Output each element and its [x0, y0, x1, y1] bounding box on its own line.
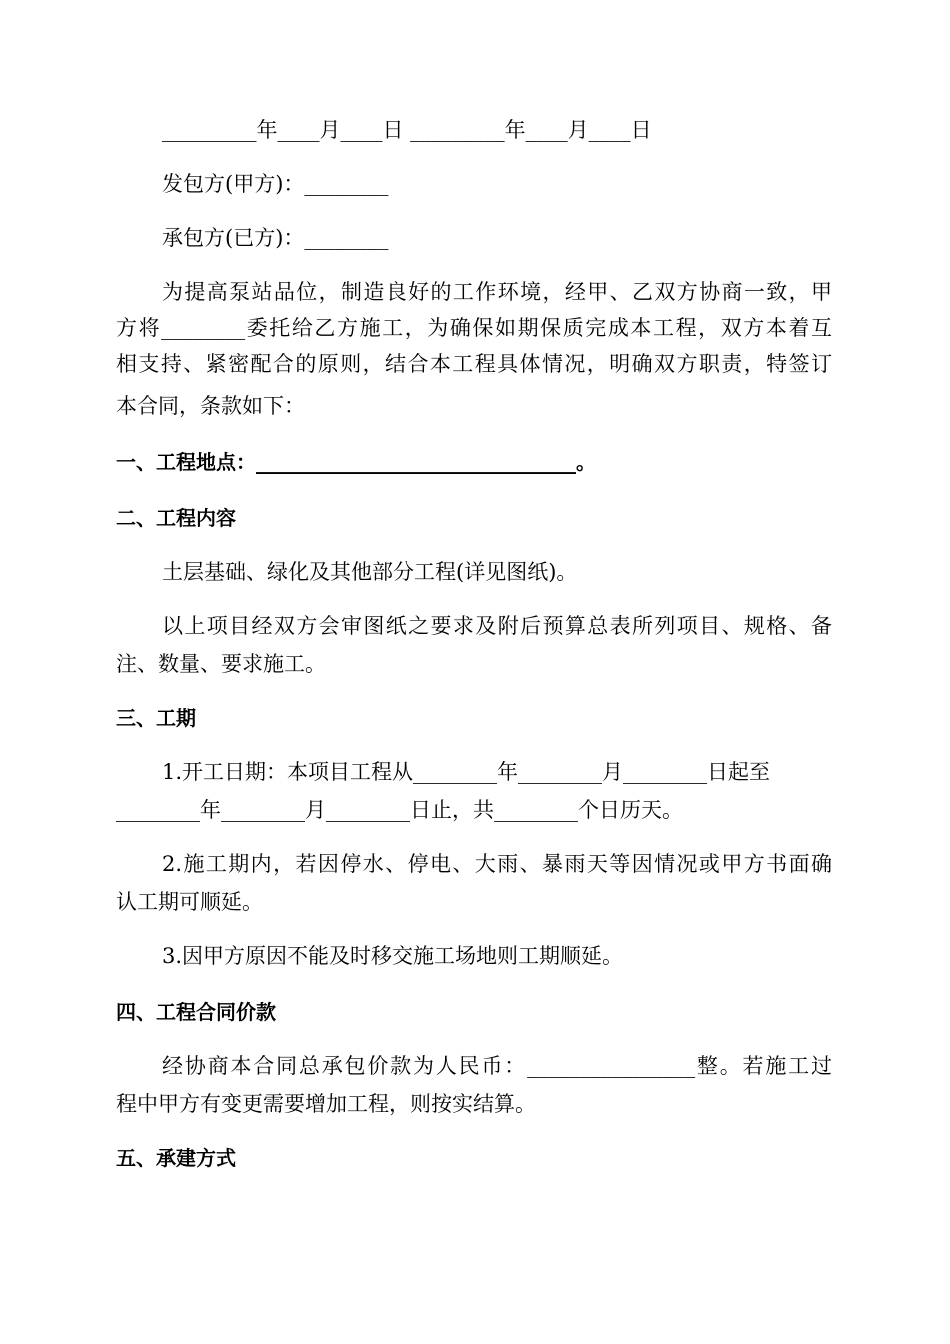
period-item-1-line-2: ________年________月________日止，共________个日历天。 — [116, 798, 683, 822]
intro-paragraph-line-1: 为提高泵站品位，制造良好的工作环境，经甲、乙双方协商一致，甲 — [162, 280, 832, 304]
price-paragraph-line-1: 经协商本合同总承包价款为人民币：________________整。若施工过 — [162, 1054, 832, 1078]
party-a-line: 发包方(甲方)：________ — [162, 172, 389, 196]
period-item-2-line-1: 2.施工期内，若因停水、停电、大雨、暴雨天等因情况或甲方书面确 — [162, 852, 832, 876]
period-item-2-line-2: 认工期可顺延。 — [116, 890, 263, 914]
intro-paragraph-line-4: 本合同，条款如下： — [116, 394, 305, 418]
heading-method: 五、承建方式 — [116, 1146, 236, 1170]
intro-paragraph-line-2: 方将________委托给乙方施工，为确保如期保质完成本工程，双方本着互 — [116, 316, 832, 340]
period-item-3: 3.因甲方原因不能及时移交施工场地则工期顺延。 — [162, 944, 624, 968]
price-paragraph-line-2: 程中甲方有变更需要增加工程，则按实结算。 — [116, 1092, 536, 1116]
content-paragraph-1: 土层基础、绿化及其他部分工程(详见图纸)。 — [162, 560, 578, 584]
heading-period: 三、工期 — [116, 706, 196, 730]
party-b-line: 承包方(已方)：________ — [162, 226, 389, 250]
heading-price: 四、工程合同价款 — [116, 1000, 276, 1024]
heading-content: 二、工程内容 — [116, 506, 236, 530]
date-line: _________年____月____日 _________年____月____日 — [162, 118, 652, 142]
content-paragraph-2-line-1: 以上项目经双方会审图纸之要求及附后预算总表所列项目、规格、备 — [162, 614, 832, 638]
content-paragraph-2-line-2: 注、数量、要求施工。 — [116, 652, 326, 676]
period-item-1-line-1: 1.开工日期：本项目工程从________年________月________日起至 — [162, 760, 771, 784]
heading-site: 一、工程地点：________________________________。 — [116, 450, 596, 474]
intro-paragraph-line-3: 相支持、紧密配合的原则，结合本工程具体情况，明确双方职责，特签订 — [116, 352, 832, 376]
